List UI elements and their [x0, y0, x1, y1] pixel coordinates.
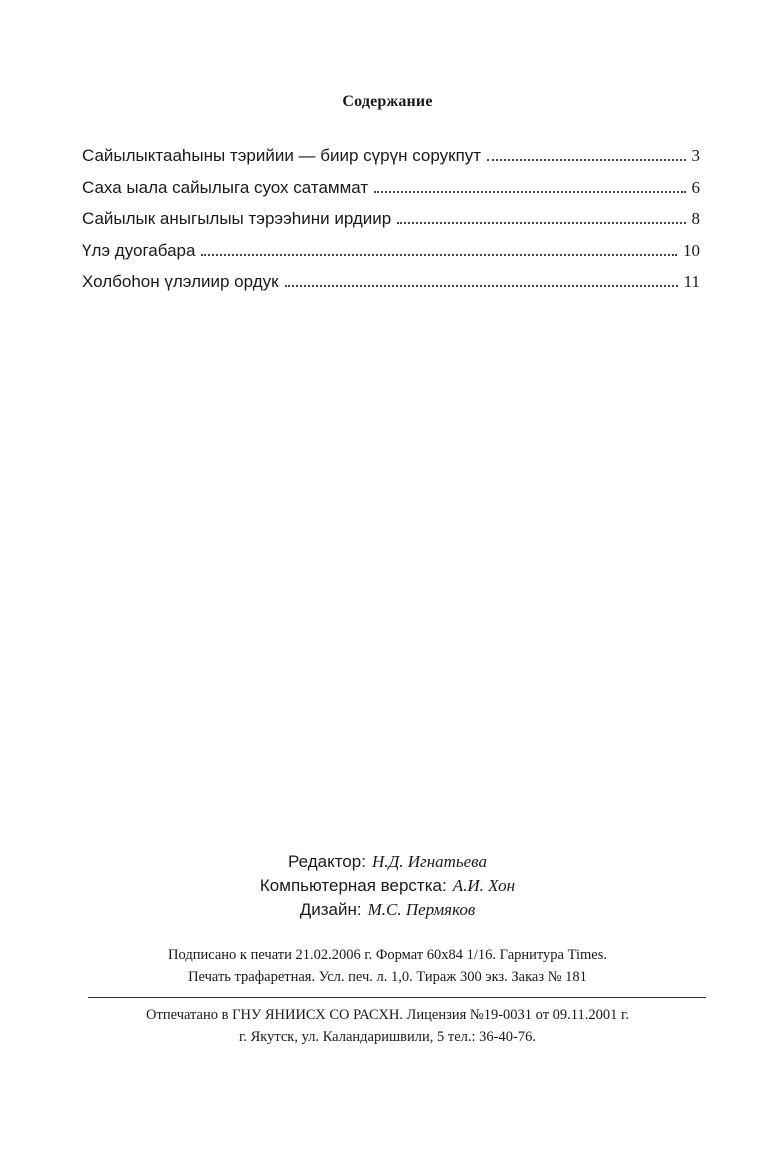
- toc-entry-label: Саха ыала сайылыга суох сатаммат: [82, 177, 369, 197]
- toc-entry-label: Үлэ дуогабара: [82, 240, 196, 260]
- credit-editor-name: Н.Д. Игнатьева: [371, 852, 487, 871]
- credit-layout: [100, 874, 675, 898]
- print-info-line: Печать трафаретная. Усл. печ. л. 1,0. Тираж 300 экз. Заказ № 181: [188, 969, 587, 985]
- table-of-contents: [82, 146, 700, 304]
- toc-entry-label: Холбоhон үлэлиир ордук: [82, 272, 279, 291]
- footer-divider: [88, 997, 706, 998]
- credit-layout-label: Компьютерная верстка:: [259, 876, 447, 895]
- credits-block: [100, 850, 675, 922]
- toc-title: Содержание: [342, 93, 433, 110]
- toc-entry: [82, 209, 700, 241]
- toc-entry-page: 10: [683, 240, 700, 260]
- toc-dot-leader: [285, 284, 678, 287]
- toc-dot-leader: [374, 190, 685, 193]
- toc-entry: [82, 272, 700, 304]
- toc-entry-page: 8: [691, 209, 700, 228]
- credit-layout-name: А.И. Хон: [452, 876, 516, 895]
- credit-design-label: Дизайн:: [299, 900, 362, 919]
- toc-entry: [82, 178, 700, 210]
- toc-dot-leader: [397, 221, 685, 224]
- print-info-block: [40, 944, 735, 988]
- imprint-line: г. Якутск, ул. Каландаришвили, 5 тел.: 36-40-76.: [239, 1029, 536, 1045]
- toc-entry: [82, 241, 700, 273]
- toc-dot-leader: [487, 158, 685, 161]
- credit-editor-label: Редактор:: [288, 852, 366, 871]
- toc-dot-leader: [201, 253, 677, 256]
- credit-design: [100, 898, 675, 922]
- imprint-footer: [40, 1004, 735, 1048]
- toc-entry-page: 3: [691, 146, 700, 165]
- toc-entry-page: 6: [691, 177, 700, 197]
- imprint-line: Отпечатано в ГНУ ЯНИИСХ СО РАСХН. Лицензия №19-0031 от 09.11.2001 г.: [146, 1007, 629, 1023]
- toc-entry-page: 11: [683, 272, 700, 291]
- toc-entry-label: Сайылыктааhыны тэрийии — биир сүрүн сорукпут: [82, 146, 482, 165]
- print-info-line: Подписано к печати 21.02.2006 г. Формат 60х84 1/16. Гарнитура Times.: [168, 947, 607, 963]
- credit-design-name: М.С. Пермяков: [367, 900, 476, 919]
- toc-entry-label: Сайылык аныгылыы тэрээhини ирдиир: [82, 209, 392, 228]
- toc-entry: [82, 146, 700, 178]
- credit-editor: [100, 850, 675, 874]
